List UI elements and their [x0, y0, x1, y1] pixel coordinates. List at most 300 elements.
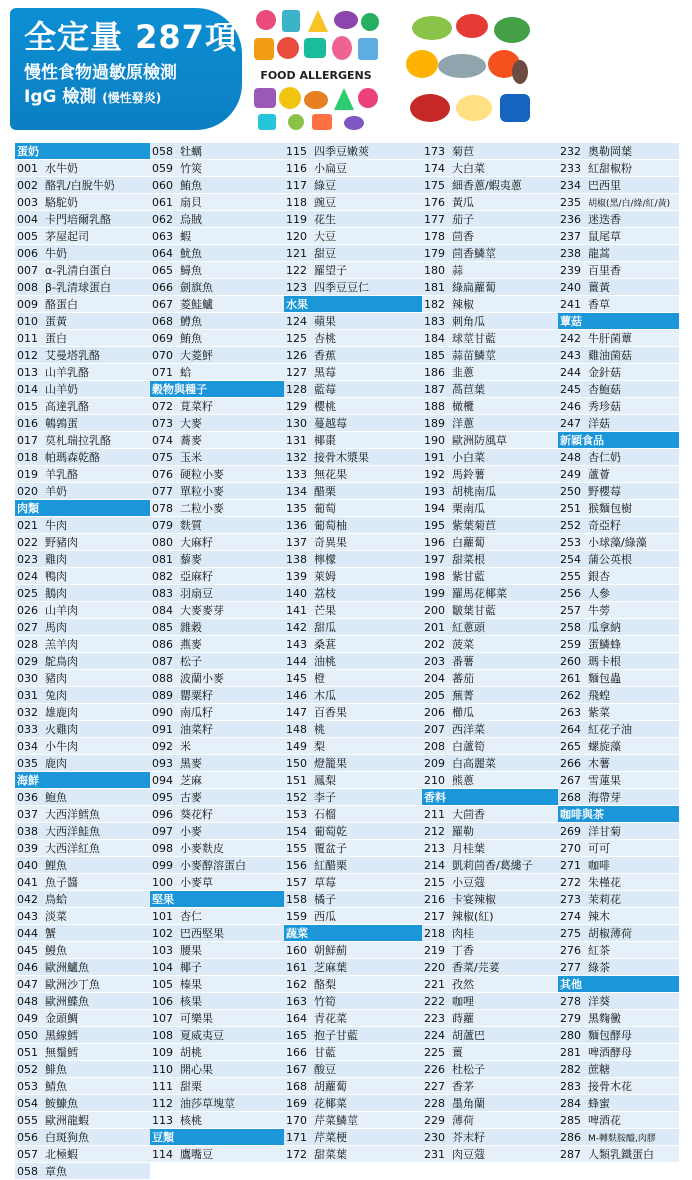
item-name: α-乳清白蛋白	[45, 264, 112, 277]
item-name: 麵包蟲	[588, 672, 621, 685]
item-name: 鮟鱇魚	[45, 1097, 78, 1110]
item-number: 107	[152, 1012, 173, 1025]
item-name: 萵苣葉	[452, 383, 485, 396]
item-number: 263	[560, 706, 581, 719]
item-name: 鳥蛤	[45, 893, 67, 906]
table-row	[15, 1095, 150, 1112]
item-name: 米	[180, 740, 191, 753]
table-row	[284, 177, 422, 194]
item-name: M-轉麩胺醯,肉膠	[588, 1134, 656, 1144]
item-number: 072	[152, 400, 173, 413]
item-number: 095	[152, 791, 173, 804]
table-row	[15, 704, 150, 721]
item-name: 刺角瓜	[452, 315, 485, 328]
item-number: 071	[152, 366, 173, 379]
table-column	[15, 143, 150, 1180]
table-row	[15, 177, 150, 194]
table-row	[15, 398, 150, 415]
item-number: 210	[424, 774, 445, 787]
item-number: 236	[560, 213, 581, 226]
item-number: 213	[424, 842, 445, 855]
item-name: 小麥麩皮	[180, 842, 224, 855]
item-name: 雜穀	[180, 621, 202, 634]
item-name: 兔肉	[45, 689, 67, 702]
item-name: 蒲公英根	[588, 553, 632, 566]
item-name: 牛蒡	[588, 604, 610, 617]
item-number: 204	[424, 672, 445, 685]
item-number: 052	[17, 1063, 38, 1076]
item-number: 216	[424, 893, 445, 906]
item-name: 蕃茄	[452, 672, 474, 685]
table-row	[284, 143, 422, 160]
table-row	[558, 568, 679, 585]
table-row	[558, 1061, 679, 1078]
item-number: 157	[286, 876, 307, 889]
item-name: 菱鮭鱸	[180, 298, 213, 311]
table-row	[15, 415, 150, 432]
item-name: 胡桃	[180, 1046, 202, 1059]
item-number: 249	[560, 468, 581, 481]
item-name: 羅馬花椰菜	[452, 587, 507, 600]
item-number: 034	[17, 740, 38, 753]
item-number: 102	[152, 927, 173, 940]
item-number: 100	[152, 876, 173, 889]
table-row	[15, 1027, 150, 1044]
item-number: 114	[152, 1148, 173, 1161]
page-title: 全定量 287項	[24, 18, 238, 56]
item-name: 北極蝦	[45, 1148, 78, 1161]
item-name: 接骨木漿果	[314, 451, 369, 464]
table-row	[150, 602, 284, 619]
item-name: 葡萄	[314, 502, 336, 515]
category-header: 蕈菇	[558, 313, 679, 330]
table-row	[15, 942, 150, 959]
table-row	[422, 1078, 558, 1095]
table-row	[150, 483, 284, 500]
item-name: 葵花籽	[180, 808, 213, 821]
item-name: 西瓜	[314, 910, 336, 923]
table-row	[422, 857, 558, 874]
table-row	[284, 755, 422, 772]
item-name: 甜瓜	[314, 621, 336, 634]
table-row	[284, 959, 422, 976]
table-row	[150, 296, 284, 313]
item-number: 228	[424, 1097, 445, 1110]
item-number: 242	[560, 332, 581, 345]
table-row	[422, 211, 558, 228]
item-name: 雞肉	[45, 553, 67, 566]
table-row	[15, 687, 150, 704]
table-row	[558, 1095, 679, 1112]
table-row	[150, 670, 284, 687]
item-number: 180	[424, 264, 445, 277]
table-row	[284, 228, 422, 245]
table-row	[15, 721, 150, 738]
item-number: 161	[286, 961, 307, 974]
item-name: 水牛奶	[45, 162, 78, 175]
item-name: β-乳清球蛋白	[45, 281, 111, 294]
item-name: 牡蠣	[180, 145, 202, 158]
item-number: 046	[17, 961, 38, 974]
item-name: 球莖甘藍	[452, 332, 496, 345]
item-name: 菠菜	[452, 638, 474, 651]
item-number: 189	[424, 417, 445, 430]
table-row	[422, 364, 558, 381]
item-number: 239	[560, 264, 581, 277]
item-name: 酸豆	[314, 1063, 336, 1076]
item-name: 椰棗	[314, 434, 336, 447]
table-row	[150, 347, 284, 364]
table-row	[150, 1112, 284, 1129]
table-row	[558, 330, 679, 347]
item-number: 077	[152, 485, 173, 498]
table-row	[150, 1044, 284, 1061]
table-row	[150, 1010, 284, 1027]
item-name: 山羊乳酪	[45, 366, 89, 379]
item-name: 香草	[588, 298, 610, 311]
item-number: 246	[560, 400, 581, 413]
table-row	[150, 415, 284, 432]
item-name: 硬粒小麥	[180, 468, 224, 481]
item-name: 亞麻籽	[180, 570, 213, 583]
table-row	[150, 721, 284, 738]
item-name: 洋蔥	[452, 417, 474, 430]
item-name: 酪梨	[314, 978, 336, 991]
item-number: 158	[286, 893, 307, 906]
item-number: 129	[286, 400, 307, 413]
item-number: 145	[286, 672, 307, 685]
item-number: 036	[17, 791, 38, 804]
table-row	[284, 738, 422, 755]
header	[0, 0, 692, 142]
item-name: 櫻桃	[314, 400, 336, 413]
table-row	[150, 789, 284, 806]
item-number: 002	[17, 179, 38, 192]
item-number: 179	[424, 247, 445, 260]
table-row	[15, 296, 150, 313]
item-name: 啤酒花	[588, 1114, 621, 1127]
item-name: 大白菜	[452, 162, 485, 175]
item-number: 067	[152, 298, 173, 311]
table-row	[422, 993, 558, 1010]
table-row	[558, 891, 679, 908]
table-row	[422, 1044, 558, 1061]
item-number: 252	[560, 519, 581, 532]
item-name: 羊乳酪	[45, 468, 78, 481]
table-row	[284, 619, 422, 636]
table-row	[558, 823, 679, 840]
table-row	[422, 1095, 558, 1112]
category-header: 香料	[422, 789, 558, 806]
item-number: 164	[286, 1012, 307, 1025]
table-row	[284, 976, 422, 993]
item-name: 鮑魚	[45, 791, 67, 804]
item-number: 272	[560, 876, 581, 889]
table-row	[558, 585, 679, 602]
table-row	[558, 1129, 679, 1146]
table-row	[15, 1146, 150, 1163]
item-number: 041	[17, 876, 38, 889]
table-row	[150, 636, 284, 653]
item-name: 羅勒	[452, 825, 474, 838]
item-number: 091	[152, 723, 173, 736]
item-number: 118	[286, 196, 307, 209]
item-name: 小麥醇溶蛋白	[180, 859, 246, 872]
item-number: 013	[17, 366, 38, 379]
item-name: 蔓越莓	[314, 417, 347, 430]
table-row	[15, 160, 150, 177]
table-row	[150, 1027, 284, 1044]
item-number: 063	[152, 230, 173, 243]
table-row	[15, 347, 150, 364]
item-number: 151	[286, 774, 307, 787]
item-name: 百香果	[314, 706, 347, 719]
item-number: 205	[424, 689, 445, 702]
item-name: 松子	[180, 655, 202, 668]
table-row	[284, 211, 422, 228]
item-number: 191	[424, 451, 445, 464]
item-name: 萊姆	[314, 570, 336, 583]
table-row	[150, 330, 284, 347]
item-number: 037	[17, 808, 38, 821]
item-number: 227	[424, 1080, 445, 1093]
item-name: 紫菜	[588, 706, 610, 719]
table-row	[284, 908, 422, 925]
item-name: 白蘿蔔	[452, 536, 485, 549]
table-row	[150, 228, 284, 245]
item-number: 061	[152, 196, 173, 209]
table-row	[558, 211, 679, 228]
category-header: 堅果	[150, 891, 284, 908]
table-row	[422, 1129, 558, 1146]
item-name: 油菜籽	[180, 723, 213, 736]
table-row	[422, 619, 558, 636]
table-row	[284, 874, 422, 891]
table-row	[558, 687, 679, 704]
item-name: 藜麥	[180, 553, 202, 566]
item-name: 蘋果	[314, 315, 336, 328]
item-name: 藍莓	[314, 383, 336, 396]
table-row	[422, 143, 558, 160]
item-number: 064	[152, 247, 173, 260]
item-number: 146	[286, 689, 307, 702]
item-number: 050	[17, 1029, 38, 1042]
table-row	[150, 279, 284, 296]
item-number: 138	[286, 553, 307, 566]
table-row	[558, 993, 679, 1010]
item-name: 綠扁蘿蔔	[452, 281, 496, 294]
item-name: 辣木	[588, 910, 610, 923]
item-number: 058	[152, 145, 173, 158]
table-row	[558, 1010, 679, 1027]
table-row	[558, 551, 679, 568]
item-number: 035	[17, 757, 38, 770]
item-number: 225	[424, 1046, 445, 1059]
item-number: 022	[17, 536, 38, 549]
item-number: 195	[424, 519, 445, 532]
item-number: 253	[560, 536, 581, 549]
item-name: 綠豆	[314, 179, 336, 192]
item-name: 麵包酵母	[588, 1029, 632, 1042]
table-row	[558, 874, 679, 891]
item-name: 茅屋起司	[45, 230, 89, 243]
item-name: 咖啡	[588, 859, 610, 872]
item-number: 235	[560, 196, 581, 209]
table-row	[15, 449, 150, 466]
table-row	[150, 517, 284, 534]
item-number: 270	[560, 842, 581, 855]
table-row	[558, 381, 679, 398]
table-row	[284, 534, 422, 551]
item-number: 163	[286, 995, 307, 1008]
item-number: 124	[286, 315, 307, 328]
item-name: 蕪菁	[452, 689, 474, 702]
item-number: 136	[286, 519, 307, 532]
table-row	[15, 1044, 150, 1061]
item-name: 熊蔥	[452, 774, 474, 787]
item-name: 牛肉	[45, 519, 67, 532]
item-name: 鴕鳥肉	[45, 655, 78, 668]
table-row	[150, 772, 284, 789]
item-name: 胡蘿蔔	[314, 1080, 347, 1093]
table-row	[15, 517, 150, 534]
table-row	[558, 908, 679, 925]
item-name: 茴香	[452, 230, 474, 243]
table-row	[15, 381, 150, 398]
item-number: 112	[152, 1097, 173, 1110]
item-name: 辣椒(紅)	[452, 910, 494, 923]
item-name: 鯖魚	[45, 1080, 67, 1093]
item-name: 蜂蜜	[588, 1097, 610, 1110]
item-number: 105	[152, 978, 173, 991]
item-name: 櫛瓜	[452, 706, 474, 719]
item-number: 024	[17, 570, 38, 583]
item-number: 176	[424, 196, 445, 209]
item-number: 127	[286, 366, 307, 379]
item-name: 單粒小麥	[180, 485, 224, 498]
item-number: 076	[152, 468, 173, 481]
item-number: 047	[17, 978, 38, 991]
item-name: 羔羊肉	[45, 638, 78, 651]
item-number: 258	[560, 621, 581, 634]
table-row	[150, 1061, 284, 1078]
table-row	[150, 432, 284, 449]
item-name: 蛋鱗蜂	[588, 638, 621, 651]
table-row	[284, 857, 422, 874]
item-name: 核果	[180, 995, 202, 1008]
item-number: 166	[286, 1046, 307, 1059]
table-row	[422, 483, 558, 500]
table-row	[422, 772, 558, 789]
item-number: 019	[17, 468, 38, 481]
item-number: 086	[152, 638, 173, 651]
item-name: 蔗糖	[588, 1063, 610, 1076]
table-row	[422, 313, 558, 330]
item-name: 紅甜椒粉	[588, 162, 632, 175]
item-name: 麩質	[180, 519, 202, 532]
item-name: 咖哩	[452, 995, 474, 1008]
table-row	[284, 1112, 422, 1129]
item-name: 桃	[314, 723, 325, 736]
item-number: 006	[17, 247, 38, 260]
item-number: 122	[286, 264, 307, 277]
table-row	[150, 1095, 284, 1112]
item-number: 018	[17, 451, 38, 464]
item-number: 004	[17, 213, 38, 226]
item-number: 280	[560, 1029, 581, 1042]
item-name: 燈籠果	[314, 757, 347, 770]
item-number: 165	[286, 1029, 307, 1042]
item-name: 野豬肉	[45, 536, 78, 549]
table-row	[150, 653, 284, 670]
table-row	[150, 211, 284, 228]
item-number: 049	[17, 1012, 38, 1025]
item-number: 065	[152, 264, 173, 277]
item-name: 紅醋栗	[314, 859, 347, 872]
item-number: 206	[424, 706, 445, 719]
item-name: 大麥麥芽	[180, 604, 224, 617]
table-row	[150, 687, 284, 704]
item-name: 古麥	[180, 791, 202, 804]
table-row	[422, 925, 558, 942]
table-column	[284, 143, 422, 1180]
item-number: 092	[152, 740, 173, 753]
item-number: 149	[286, 740, 307, 753]
item-number: 162	[286, 978, 307, 991]
item-number: 267	[560, 774, 581, 787]
item-name: 奧勒岡葉	[588, 145, 632, 158]
item-name: 月桂葉	[452, 842, 485, 855]
table-row	[422, 1146, 558, 1163]
item-name: 瓜拿納	[588, 621, 621, 634]
item-name: 巴西堅果	[180, 927, 224, 940]
item-name: 蛋黃	[45, 315, 67, 328]
table-row	[15, 823, 150, 840]
item-name: 魷魚	[180, 247, 202, 260]
item-number: 184	[424, 332, 445, 345]
item-name: 羽扇豆	[180, 587, 213, 600]
item-name: 帕瑪森乾酪	[45, 451, 100, 464]
item-number: 273	[560, 893, 581, 906]
item-name: 鷹嘴豆	[180, 1148, 213, 1161]
item-name: 榛果	[180, 978, 202, 991]
item-name: 紅花子油	[588, 723, 632, 736]
table-row	[150, 1146, 284, 1163]
item-number: 104	[152, 961, 173, 974]
item-number: 069	[152, 332, 173, 345]
item-number: 038	[17, 825, 38, 838]
table-row	[558, 177, 679, 194]
table-row	[150, 449, 284, 466]
table-row	[15, 636, 150, 653]
item-name: 薄荷	[452, 1114, 474, 1127]
table-row	[150, 993, 284, 1010]
table-row	[422, 194, 558, 211]
table-row	[15, 1163, 150, 1180]
item-name: 奇異果	[314, 536, 347, 549]
table-row	[422, 636, 558, 653]
table-column	[422, 143, 558, 1180]
item-number: 144	[286, 655, 307, 668]
table-row	[284, 772, 422, 789]
item-number: 016	[17, 417, 38, 430]
item-name: 螺旋藻	[588, 740, 621, 753]
item-name: 李子	[314, 791, 336, 804]
table-row	[422, 381, 558, 398]
item-name: 劍旗魚	[180, 281, 213, 294]
item-name: 胡蘆巴	[452, 1029, 485, 1042]
table-row	[284, 313, 422, 330]
